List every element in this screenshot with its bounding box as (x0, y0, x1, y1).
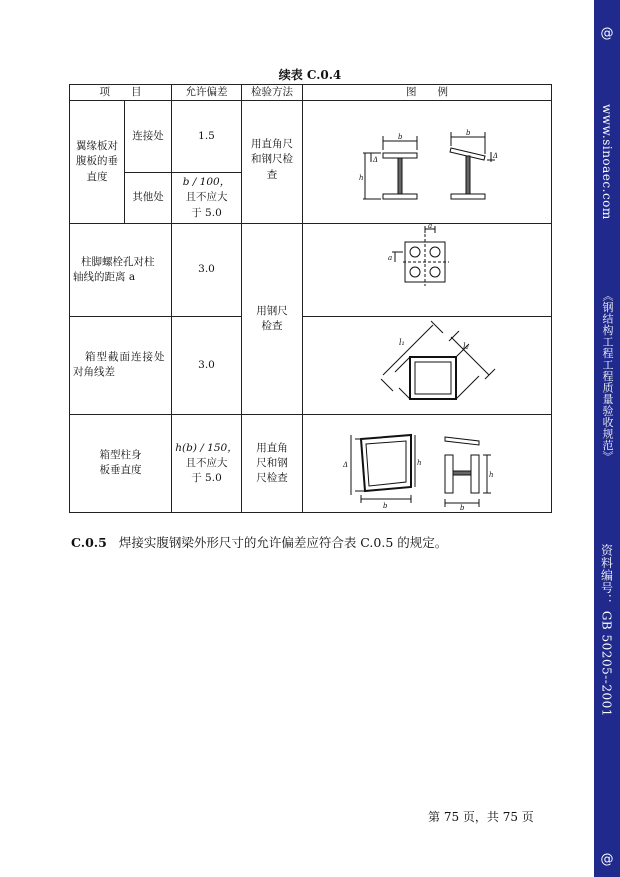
sidebar-doc-number: 资料编号： GB 50205--2001 (599, 544, 614, 717)
flange-diagram (303, 102, 552, 223)
web-tol-line3: 于 5.0 (191, 471, 222, 484)
flange-method (242, 101, 303, 224)
web-tol-line1: h(b) / 150， (175, 441, 238, 454)
flange-tol-other (172, 173, 242, 224)
tolerance-table (69, 84, 552, 513)
box-label-line1: 箱型截面连接处 (85, 351, 166, 364)
header-figure: 图 例 (303, 85, 552, 101)
bolt-label-line1: 柱脚螺栓孔对柱 (81, 255, 155, 268)
label-delta-left: Δ (373, 155, 379, 164)
label-delta-right: Δ (493, 151, 499, 160)
web-diagram (303, 415, 552, 512)
label-l2: l₂ (463, 341, 469, 351)
label-b-left: b (398, 132, 403, 141)
label-h-web: h (417, 458, 422, 467)
table-row (70, 223, 552, 316)
web-label-line1: 箱型柱身 (99, 449, 142, 462)
web-label (70, 414, 172, 512)
table-header-row (70, 85, 552, 101)
bolt-diagram (303, 224, 552, 316)
label-b-right-web: b (460, 503, 465, 512)
label-h-left: h (359, 173, 364, 182)
shared-method-cell (242, 223, 303, 414)
flange-tol-line2: 且不应大 (185, 191, 228, 204)
label-a-top: a (428, 223, 433, 230)
label-l1: l₁ (399, 337, 405, 347)
label-delta-web: Δ (343, 460, 349, 469)
sidebar-book-title: 《钢结构工程工程质量验收规范》 (601, 290, 614, 463)
header-tolerance: 允许偏差 (172, 85, 242, 101)
sidebar-band (594, 0, 620, 877)
bolt-tolerance: 3.0 (172, 223, 242, 316)
table-row (70, 316, 552, 414)
web-method-line1: 用直角 (256, 441, 288, 454)
figure-web (303, 414, 552, 512)
label-b-web: b (383, 501, 388, 510)
figure-bolt (303, 223, 552, 316)
web-tolerance (172, 414, 242, 512)
page-footer: 第 75 页，共 75 页 (428, 810, 534, 824)
flange-tol-joint: 1.5 (172, 101, 242, 173)
flange-sub-joint: 连接处 (125, 101, 172, 173)
box-label (70, 316, 172, 414)
web-label-line2: 板垂直度 (99, 464, 142, 477)
figure-flange (303, 101, 552, 224)
table-row (70, 414, 552, 512)
web-method-line2: 尺和钢 (256, 456, 288, 469)
clause-number: C.0.5 (71, 535, 107, 550)
flange-sub-other: 其他处 (125, 173, 172, 224)
table-row (70, 101, 552, 173)
flange-tol-line1: b / 100， (182, 176, 231, 189)
clause-text: 焊接实腹钢梁外形尺寸的允许偏差应符合表 C.0.5 的规定。 (118, 535, 448, 550)
header-item: 项 目 (70, 85, 172, 101)
box-diagram (303, 317, 552, 414)
web-method-line3: 尺检查 (256, 471, 288, 484)
web-method (242, 414, 303, 512)
at-icon-bottom: @ (600, 852, 614, 867)
at-icon-top: @ (600, 26, 614, 41)
box-label-line2: 对角线差 (73, 366, 115, 379)
bolt-label (70, 223, 172, 316)
label-a-left: a (388, 253, 393, 262)
label-b-right: b (466, 128, 471, 137)
flange-tol-line3: 于 5.0 (191, 206, 222, 219)
box-tolerance: 3.0 (172, 316, 242, 414)
flange-method-text: 用直角尺和钢尺检查 (251, 138, 293, 181)
sidebar-website: www.sinoaec.com (600, 104, 614, 220)
figure-box (303, 316, 552, 414)
flange-label: 翼缘板对腹板的垂直度 (70, 101, 125, 224)
web-tol-line2: 且不应大 (185, 456, 228, 469)
shared-method: 用钢尺检查 (256, 304, 288, 332)
clause-paragraph (71, 533, 447, 551)
label-h-right: h (489, 470, 494, 479)
bolt-label-line2: 轴线的距离 a (73, 270, 136, 283)
header-method: 检验方法 (242, 85, 303, 101)
table-title: 续表 C.0.4 (278, 68, 342, 82)
